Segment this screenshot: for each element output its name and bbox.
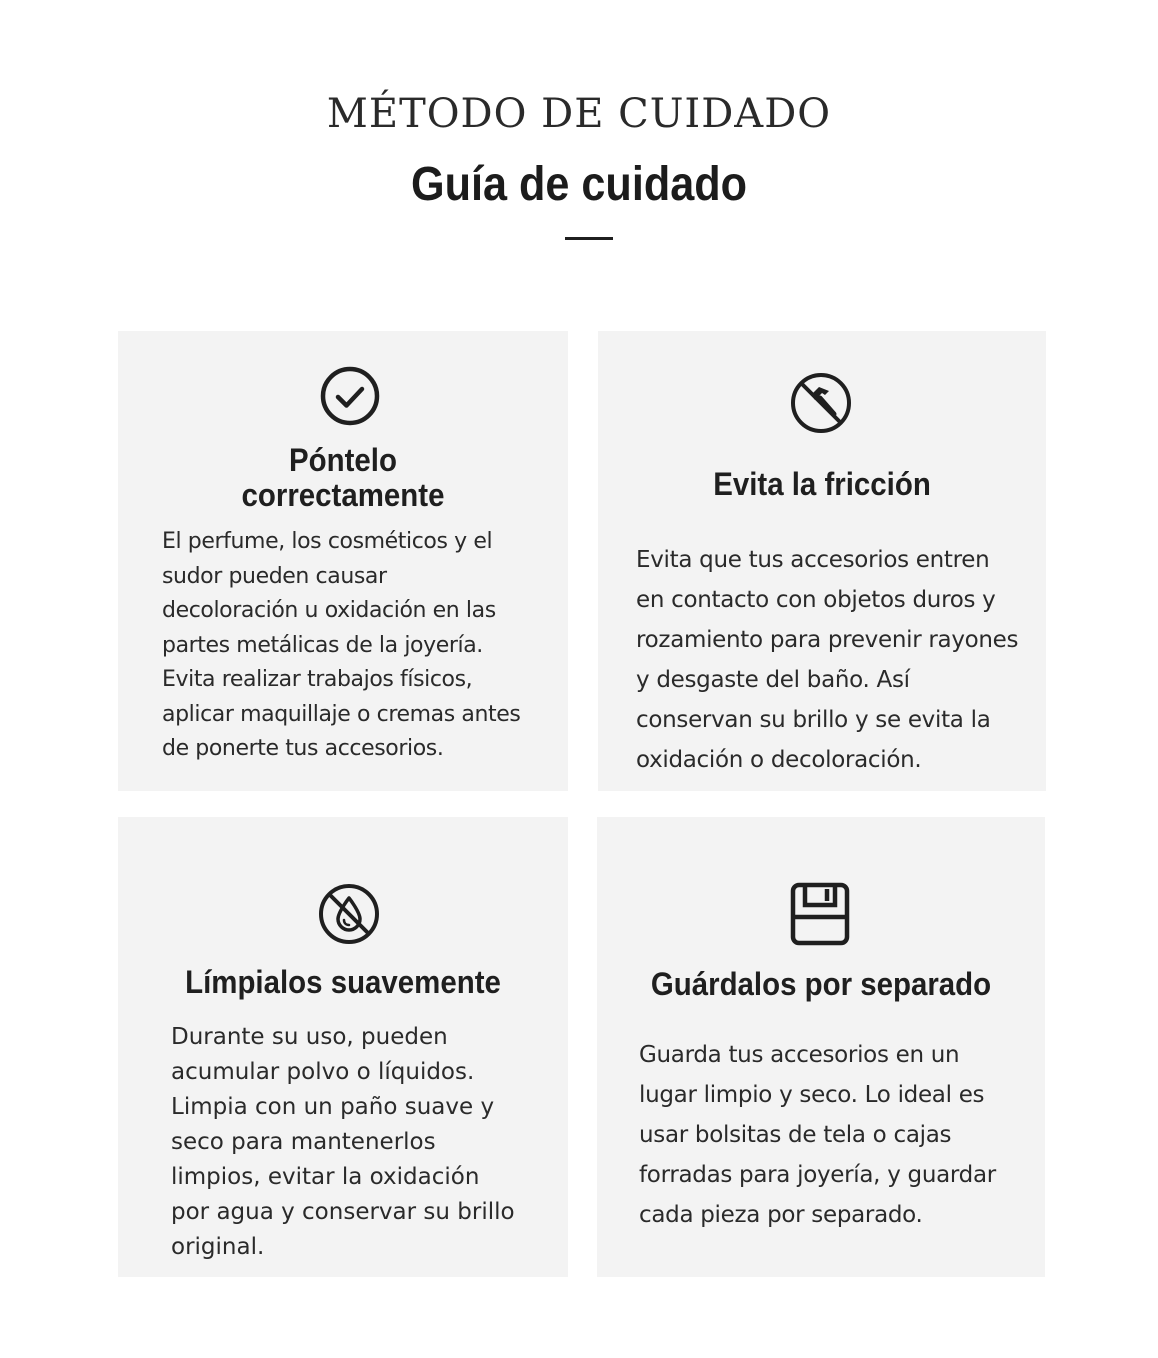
card-title: Evita la fricción xyxy=(713,466,931,502)
no-water-drop-icon xyxy=(318,883,380,949)
title-divider xyxy=(565,237,613,240)
card-body: Durante su uso, pueden acumular polvo o líquidos. Limpia con un paño suave y seco para mantenerlos limpios, evitar la oxidación por agua y conservar su brillo original. xyxy=(171,1024,515,1260)
card-title: Póntelo correctamente xyxy=(241,442,445,513)
page-title: Guía de cuidado xyxy=(410,158,748,211)
care-card-clean-gently xyxy=(118,817,568,1277)
check-circle-icon xyxy=(319,365,381,431)
card-title: Límpialos suavemente xyxy=(185,964,501,1000)
card-body: Evita que tus accesorios entren en contacto con objetos duros y rozamiento para prevenir rayones y desgaste del baño. Así conservan su brillo y se evita la oxidación o decoloración. xyxy=(636,547,1019,773)
card-title: Guárdalos por separado xyxy=(650,966,992,1002)
header-eyebrow: MÉTODO DE CUIDADO xyxy=(326,91,832,137)
care-card-wear-correctly xyxy=(118,331,568,791)
care-card-avoid-friction xyxy=(598,331,1046,791)
card-body: El perfume, los cosméticos y el sudor pueden causar decoloración u oxidación en las partes metálicas de la joyería. Evita realizar trabajos físicos, aplicar maquillaje o cremas antes de ponerte tus accesorios. xyxy=(162,529,521,761)
care-card-store-separately xyxy=(597,817,1045,1277)
no-hammer-icon xyxy=(789,371,853,439)
card-body: Guarda tus accesorios en un lugar limpio y seco. Lo ideal es usar bolsitas de tela o cajas forradas para joyería, y guardar cada pieza por separado. xyxy=(639,1042,996,1228)
storage-box-icon xyxy=(789,881,851,951)
